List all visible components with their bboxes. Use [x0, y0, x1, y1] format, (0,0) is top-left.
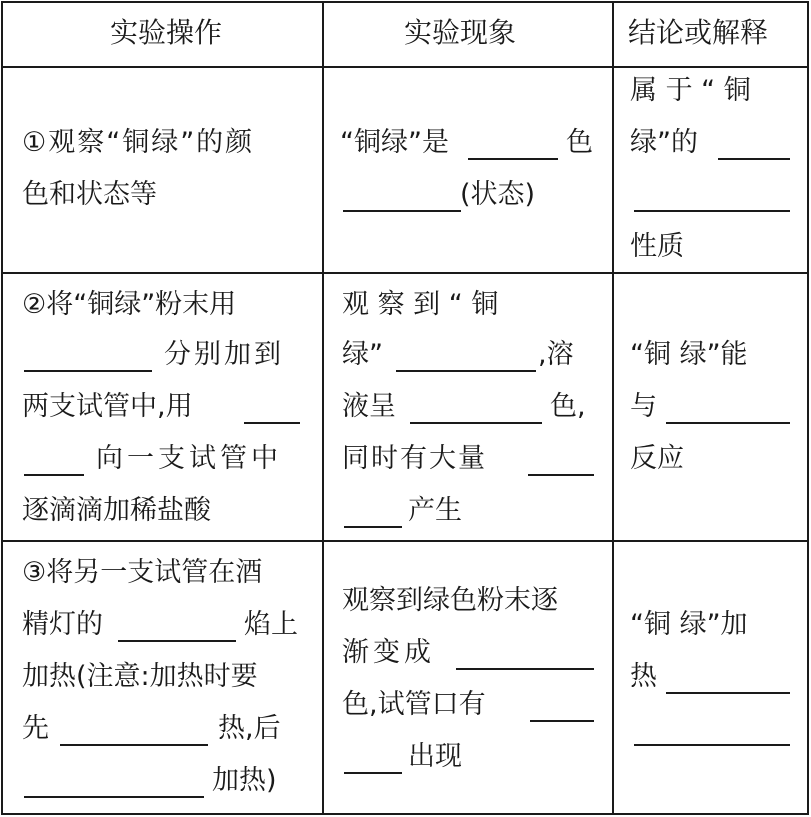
column-header-operation: 实验操作 [110, 16, 223, 49]
answer-blank[interactable] [530, 698, 594, 722]
row2-phenomenon-line2b: ,溶 [538, 339, 574, 370]
row1-phenomenon-line1a: “铜绿”是 [340, 127, 449, 158]
row3-operation-line5b: 加热) [212, 765, 277, 796]
answer-blank[interactable] [244, 400, 300, 424]
row2-phenomenon-line3b: 色, [550, 391, 586, 422]
row3-operation-line3: 加热(注意:加热时要 [22, 661, 258, 692]
row1-conclusion-line2a: 绿”的 [630, 127, 698, 158]
row2-operation-line1: ②将“铜绿”粉末用 [22, 289, 237, 320]
answer-blank[interactable] [344, 750, 402, 774]
row-divider [1, 272, 809, 274]
row2-operation-line5: 逐滴滴加稀盐酸 [22, 495, 211, 526]
answer-blank[interactable] [60, 722, 208, 746]
answer-blank[interactable] [343, 188, 461, 212]
row3-operation-line2b: 焰上 [244, 609, 298, 640]
column-header-phenomenon: 实验现象 [404, 16, 517, 49]
row3-phenomenon-line1: 观察到绿色粉末逐 [342, 585, 558, 616]
row3-operation-line4a: 先 [22, 713, 49, 744]
row2-conclusion-line1: “铜 绿”能 [630, 339, 748, 370]
row1-phenomenon-line2b: (状态) [460, 179, 536, 210]
row1-operation-line1: ①观察“铜绿”的颜 [22, 127, 255, 158]
row2-phenomenon-line5b: 产生 [408, 495, 462, 526]
row2-phenomenon-line2a: 绿” [342, 339, 383, 370]
row1-conclusion-line1: 属 于 “ 铜 [630, 75, 751, 106]
row3-conclusion-line2a: 热 [630, 661, 657, 692]
answer-blank[interactable] [528, 452, 594, 476]
row2-operation-line3a: 两支试管中,用 [22, 391, 193, 422]
row3-operation-line2a: 精灯的 [22, 609, 103, 640]
row-divider [1, 66, 809, 68]
column-header-conclusion: 结论或解释 [628, 16, 769, 49]
row2-phenomenon-line3a: 液呈 [342, 391, 396, 422]
row2-phenomenon-line4a: 同时有大量 [342, 443, 487, 474]
column-divider [322, 1, 324, 815]
answer-blank[interactable] [456, 646, 594, 670]
row3-operation-line4b: 热,后 [218, 713, 281, 744]
row2-conclusion-line2a: 与 [630, 391, 657, 422]
row2-operation-line4b: 向一支试管中 [96, 443, 282, 474]
row1-phenomenon-line1b: 色 [566, 127, 593, 158]
column-divider [612, 1, 614, 815]
answer-blank[interactable] [634, 722, 790, 746]
answer-blank[interactable] [118, 618, 236, 642]
row-divider [1, 540, 809, 542]
row2-operation-line2b: 分别加到 [164, 339, 284, 370]
answer-blank[interactable] [468, 136, 558, 160]
answer-blank[interactable] [718, 136, 790, 160]
answer-blank[interactable] [24, 774, 204, 798]
answer-blank[interactable] [344, 504, 402, 528]
row2-conclusion-line3: 反应 [630, 443, 684, 474]
answer-blank[interactable] [24, 452, 84, 476]
row2-phenomenon-line1: 观 察 到 “ 铜 [342, 289, 499, 320]
row3-conclusion-line1: “铜 绿”加 [630, 609, 748, 640]
answer-blank[interactable] [410, 400, 542, 424]
row3-operation-line1: ③将另一支试管在酒 [22, 557, 263, 588]
answer-blank[interactable] [396, 348, 536, 372]
row3-phenomenon-line2a: 渐变成 [342, 637, 435, 668]
answer-blank[interactable] [24, 348, 152, 372]
answer-blank[interactable] [634, 188, 790, 212]
row1-conclusion-line4: 性质 [630, 231, 684, 262]
row3-phenomenon-line4b: 出现 [408, 741, 462, 772]
answer-blank[interactable] [666, 670, 790, 694]
answer-blank[interactable] [666, 400, 790, 424]
row1-operation-line2: 色和状态等 [22, 179, 157, 210]
row3-phenomenon-line3a: 色,试管口有 [342, 689, 486, 720]
